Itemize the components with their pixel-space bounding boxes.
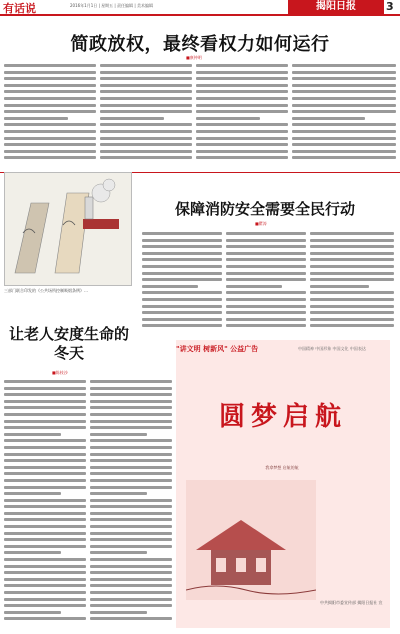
text-line	[226, 278, 306, 281]
text-line	[196, 117, 260, 120]
article-3-byline: ■陈枝沙	[52, 370, 68, 375]
text-line	[226, 291, 306, 294]
article-1-column-1	[4, 64, 96, 168]
ad-pagoda-image	[186, 480, 316, 600]
text-line	[226, 265, 306, 268]
text-line	[196, 137, 288, 140]
text-line	[4, 538, 86, 541]
text-line	[4, 446, 86, 449]
article-2-column-1	[142, 232, 222, 332]
text-line	[90, 558, 172, 561]
text-line	[100, 71, 192, 74]
text-line	[196, 143, 288, 146]
text-line	[142, 265, 222, 268]
text-line	[310, 265, 394, 268]
text-line	[310, 239, 394, 242]
text-line	[90, 426, 172, 429]
text-line	[90, 505, 172, 508]
text-line	[226, 305, 306, 308]
text-line	[4, 426, 86, 429]
article-2-column-3	[310, 232, 394, 332]
text-line	[142, 239, 222, 242]
text-line	[100, 143, 192, 146]
newspaper-brand: 揭阳日报	[288, 0, 384, 14]
text-line	[196, 110, 288, 113]
text-line	[292, 156, 396, 159]
text-line	[4, 117, 68, 120]
text-line	[4, 453, 86, 456]
text-line	[226, 298, 306, 301]
text-line	[100, 150, 192, 153]
text-line	[100, 90, 192, 93]
dateline: 2016年1月1日 | 星期五 | 责任编辑 | 美术编辑	[70, 3, 153, 8]
text-line	[90, 380, 172, 383]
text-line	[90, 472, 172, 475]
article-1-column-4	[292, 64, 396, 168]
text-line	[4, 406, 86, 409]
section-title: 有话说	[3, 2, 36, 15]
text-line	[142, 298, 222, 301]
ad-sponsor-footer: 中共揭阳市委宣传部 揭阳日报社 宣	[320, 600, 383, 605]
text-line	[90, 400, 172, 403]
text-line	[90, 406, 172, 409]
text-line	[4, 393, 86, 396]
text-line	[4, 591, 86, 594]
article-2-headline: 保障消防安全需要全民行动	[174, 200, 355, 218]
text-line	[292, 104, 396, 107]
text-line	[4, 492, 61, 495]
text-line	[90, 433, 147, 436]
text-line	[4, 104, 96, 107]
text-line	[90, 604, 172, 607]
text-line	[226, 272, 306, 275]
text-line	[226, 311, 306, 314]
text-line	[310, 272, 394, 275]
text-line	[90, 591, 172, 594]
text-line	[4, 150, 96, 153]
text-line	[90, 420, 172, 423]
text-line	[310, 285, 369, 288]
text-line	[90, 492, 147, 495]
text-line	[4, 433, 61, 436]
text-line	[292, 84, 396, 87]
text-line	[310, 291, 394, 294]
text-line	[142, 324, 222, 327]
ad-title: "讲文明 树新风" 公益广告	[176, 345, 259, 353]
text-line	[90, 413, 172, 416]
text-line	[4, 518, 86, 521]
text-line	[4, 512, 86, 515]
article-2-column-2	[226, 232, 306, 332]
text-line	[100, 110, 192, 113]
text-line	[100, 104, 192, 107]
text-line	[196, 97, 288, 100]
text-line	[4, 84, 96, 87]
text-line	[4, 571, 86, 574]
text-line	[310, 318, 394, 321]
text-line	[4, 499, 86, 502]
text-line	[226, 318, 306, 321]
text-line	[310, 245, 394, 248]
text-line	[4, 90, 96, 93]
page-number: 3	[386, 0, 394, 13]
text-line	[142, 252, 222, 255]
text-line	[310, 311, 394, 314]
text-line	[90, 479, 172, 482]
ad-slogan: 圆梦启航	[218, 402, 347, 432]
text-line	[142, 278, 222, 281]
text-line	[4, 156, 96, 159]
text-line	[196, 123, 288, 126]
text-line	[142, 272, 222, 275]
text-line	[90, 551, 147, 554]
text-line	[90, 512, 172, 515]
text-line	[4, 611, 61, 614]
text-line	[292, 77, 396, 80]
text-line	[4, 532, 86, 535]
text-line	[310, 232, 394, 235]
text-line	[100, 84, 192, 87]
text-line	[226, 324, 306, 327]
text-line	[4, 380, 86, 383]
text-line	[4, 130, 96, 133]
text-line	[4, 137, 96, 140]
article-3-column-2	[90, 380, 172, 630]
text-line	[90, 439, 172, 442]
text-line	[226, 285, 282, 288]
text-line	[100, 97, 192, 100]
text-line	[4, 551, 61, 554]
text-line	[292, 137, 396, 140]
text-line	[90, 617, 172, 620]
text-line	[196, 90, 288, 93]
text-line	[196, 64, 288, 67]
text-line	[292, 64, 396, 67]
text-line	[4, 387, 86, 390]
text-line	[4, 459, 86, 462]
text-line	[142, 285, 198, 288]
text-line	[310, 252, 394, 255]
text-line	[4, 617, 86, 620]
text-line	[90, 571, 172, 574]
text-line	[142, 318, 222, 321]
text-line	[196, 84, 288, 87]
article-1-headline: 简政放权，最终看权力如何运行	[70, 34, 330, 55]
text-line	[90, 598, 172, 601]
text-line	[4, 472, 86, 475]
text-line	[4, 604, 86, 607]
text-line	[90, 393, 172, 396]
text-line	[100, 130, 192, 133]
text-line	[292, 71, 396, 74]
text-line	[142, 291, 222, 294]
text-line	[226, 239, 306, 242]
text-line	[4, 505, 86, 508]
text-line	[4, 525, 86, 528]
text-line	[292, 90, 396, 93]
text-line	[4, 64, 96, 67]
text-line	[4, 545, 86, 548]
text-line	[292, 123, 396, 126]
text-line	[4, 486, 86, 489]
text-line	[90, 518, 172, 521]
text-line	[90, 486, 172, 489]
article-1-byline: ■康仲明	[186, 55, 202, 60]
text-line	[90, 532, 172, 535]
text-line	[90, 499, 172, 502]
text-line	[226, 252, 306, 255]
article-3-column-1	[4, 380, 86, 630]
text-line	[90, 584, 172, 587]
text-line	[90, 453, 172, 456]
text-line	[4, 413, 86, 416]
article-1-column-2	[100, 64, 192, 168]
text-line	[4, 578, 86, 581]
text-line	[90, 578, 172, 581]
ad-poem: 我拿梦想 启航的航	[265, 465, 299, 470]
text-line	[142, 232, 222, 235]
text-line	[292, 97, 396, 100]
text-line	[90, 446, 172, 449]
text-line	[90, 565, 172, 568]
text-line	[4, 558, 86, 561]
text-line	[196, 130, 288, 133]
text-line	[100, 117, 164, 120]
text-line	[196, 150, 288, 153]
article-3-headline: 让老人安度生命的冬天	[8, 325, 129, 362]
text-line	[4, 466, 86, 469]
text-line	[310, 298, 394, 301]
text-line	[4, 143, 96, 146]
text-line	[142, 311, 222, 314]
text-line	[292, 130, 396, 133]
text-line	[4, 110, 96, 113]
text-line	[90, 387, 172, 390]
text-line	[196, 71, 288, 74]
text-line	[4, 77, 96, 80]
text-line	[90, 466, 172, 469]
text-line	[310, 324, 394, 327]
text-line	[100, 77, 192, 80]
text-line	[226, 232, 306, 235]
pagoda-icon	[186, 480, 316, 600]
text-line	[142, 258, 222, 261]
text-line	[292, 150, 396, 153]
text-line	[226, 258, 306, 261]
text-line	[310, 278, 394, 281]
text-line	[90, 538, 172, 541]
text-line	[196, 156, 288, 159]
text-line	[100, 64, 192, 67]
text-line	[142, 305, 222, 308]
text-line	[4, 439, 86, 442]
text-line	[310, 258, 394, 261]
text-line	[100, 156, 192, 159]
text-line	[4, 584, 86, 587]
text-line	[90, 525, 172, 528]
text-line	[100, 137, 192, 140]
text-line	[4, 420, 86, 423]
text-line	[292, 143, 396, 146]
cartoon-caption: 三部门联合印发的《公共场所控制吸烟条例》…	[4, 288, 88, 293]
text-line	[196, 77, 288, 80]
text-line	[196, 104, 288, 107]
text-line	[142, 245, 222, 248]
cartoon-illustration	[4, 172, 132, 286]
text-line	[4, 97, 96, 100]
article-1-column-3	[196, 64, 288, 168]
text-line	[226, 245, 306, 248]
text-line	[100, 123, 192, 126]
article-2-byline: ■瞿涛	[255, 221, 267, 226]
text-line	[292, 117, 365, 120]
text-line	[90, 459, 172, 462]
text-line	[4, 400, 86, 403]
text-line	[4, 598, 86, 601]
text-line	[90, 545, 172, 548]
text-line	[4, 479, 86, 482]
text-line	[4, 565, 86, 568]
text-line	[4, 71, 96, 74]
text-line	[292, 110, 396, 113]
ad-tags: 中国精神 中国形象 中国文化 中国表达	[298, 346, 366, 351]
smoking-cartoon-icon	[5, 173, 131, 285]
text-line	[4, 123, 96, 126]
text-line	[90, 611, 147, 614]
text-line	[310, 305, 394, 308]
